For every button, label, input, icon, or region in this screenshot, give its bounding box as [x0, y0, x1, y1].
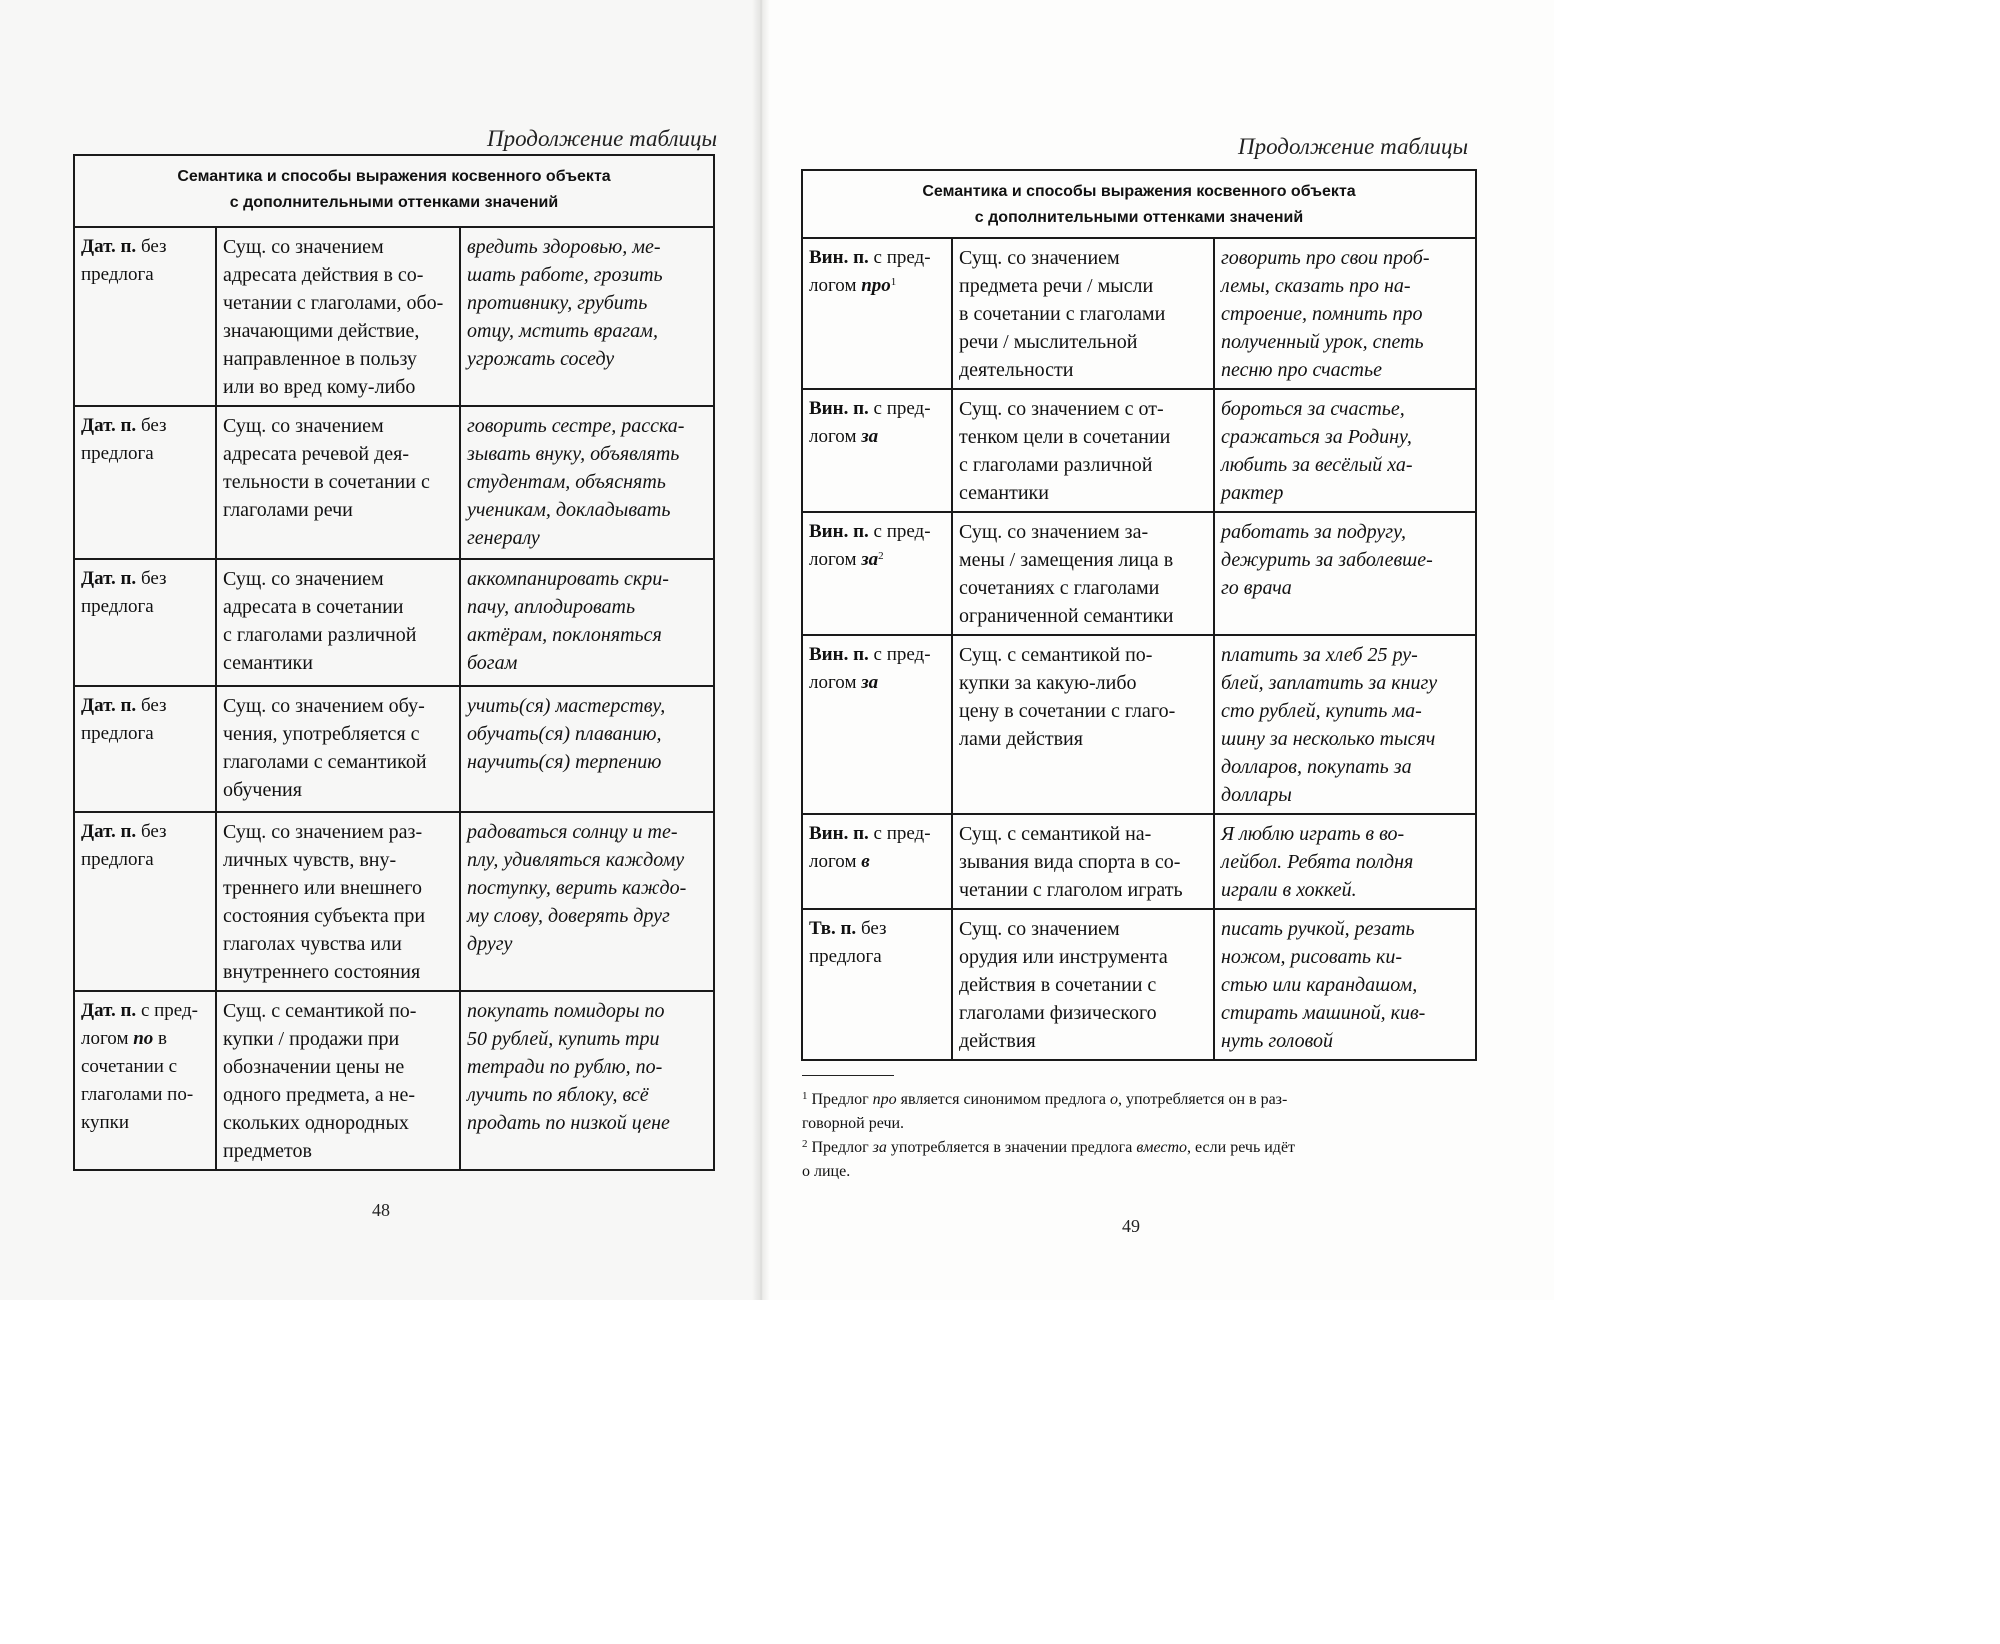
example-line: лемы, сказать про на-	[1221, 275, 1411, 297]
footnote-1	[802, 1088, 1474, 1136]
case-line	[809, 546, 945, 574]
meaning-cell	[216, 991, 460, 1170]
case-cell	[74, 559, 216, 686]
footnote-line: говорной речи.	[802, 1115, 905, 1132]
meaning-cell	[952, 909, 1214, 1060]
semantics-table-left	[73, 154, 715, 1171]
examples-cell	[460, 812, 714, 991]
example-line: бороться за счастье,	[1221, 398, 1405, 420]
case-text: предлога	[809, 946, 882, 967]
case-text: без	[136, 821, 167, 842]
meaning-line: действия в сочетании с	[959, 974, 1157, 996]
meaning-line: глаголами с семантикой	[223, 751, 427, 773]
meaning-cell	[952, 512, 1214, 635]
case-line	[809, 943, 945, 971]
example-line: продать по низкой цене	[467, 1112, 670, 1134]
example-line: полученный урок, спеть	[1221, 331, 1424, 353]
case-line	[81, 593, 209, 621]
meaning-line: адресата речевой дея-	[223, 443, 410, 465]
example-line: го врача	[1221, 577, 1292, 599]
table-row	[802, 238, 1476, 389]
case-text: логом	[809, 851, 862, 872]
example-line: научить(ся) терпению	[467, 751, 662, 773]
table-header-line-1: Семантика и способы выражения косвенного объекта	[922, 183, 1356, 200]
case-text: без	[136, 695, 167, 716]
example-line: другу	[467, 933, 513, 955]
footnote-ref: 1	[890, 276, 897, 288]
meaning-line: тенком цели в сочетании	[959, 426, 1171, 448]
example-line: сражаться за Родину,	[1221, 426, 1412, 448]
case-line	[81, 692, 209, 720]
meaning-line: Сущ. с семантикой на-	[959, 823, 1152, 845]
meaning-line: семантики	[223, 652, 313, 674]
example-line: 50 рублей, купить три	[467, 1028, 660, 1050]
case-text: с пред-	[868, 398, 931, 419]
example-line: нуть головой	[1221, 1030, 1334, 1052]
footnote-text: , если речь идёт	[1187, 1139, 1296, 1156]
example-line: тетради по рублю, по-	[467, 1056, 663, 1078]
case-name: Вин. п.	[809, 398, 869, 419]
case-line	[81, 440, 209, 468]
meaning-cell	[216, 559, 460, 686]
case-text: с пред-	[136, 1000, 198, 1021]
meaning-line: предмета речи / мысли	[959, 275, 1154, 297]
case-cell	[74, 406, 216, 559]
meaning-line: треннего или внешнего	[223, 877, 422, 899]
examples-cell	[1214, 238, 1476, 389]
case-line	[81, 997, 209, 1025]
case-cell	[74, 227, 216, 406]
running-head-right: Продолжение таблицы	[1238, 134, 1469, 159]
meaning-line: Сущ. со значением	[223, 568, 384, 590]
example-line: стью или карандашом,	[1221, 974, 1418, 996]
examples-cell	[1214, 512, 1476, 635]
case-cell	[802, 238, 952, 389]
meaning-line: действия	[959, 1030, 1036, 1052]
example-line: лейбол. Ребята полдня	[1221, 851, 1414, 873]
table-row	[802, 635, 1476, 814]
case-text: логом	[81, 1028, 134, 1049]
example-line: песню про счастье	[1221, 359, 1382, 381]
case-text: с пред-	[868, 823, 931, 844]
meaning-line: предметов	[223, 1140, 312, 1162]
meaning-line: с глаголами различной	[223, 624, 417, 646]
case-text: логом	[809, 549, 862, 570]
example-line: шать работе, грозить	[467, 264, 663, 286]
case-text: без	[136, 568, 167, 589]
examples-cell	[1214, 635, 1476, 814]
example-line: богам	[467, 652, 518, 674]
case-line	[81, 720, 209, 748]
meaning-line: четании с глаголами, обо-	[223, 292, 444, 314]
case-line	[81, 1081, 209, 1109]
page-number-left: 48	[372, 1200, 390, 1220]
example-line: строение, помнить про	[1221, 303, 1423, 325]
meaning-line: состояния субъекта при	[223, 905, 426, 927]
meaning-line: Сущ. со значением с от-	[959, 398, 1164, 420]
examples-cell	[1214, 814, 1476, 909]
footnote-text: употребляется в значении предлога	[886, 1139, 1137, 1156]
meaning-line: лами действия	[959, 728, 1083, 750]
example-line: аккомпанировать скри-	[467, 568, 669, 590]
example-line: актёрам, поклоняться	[467, 624, 662, 646]
examples-cell	[460, 686, 714, 812]
footnote-2	[802, 1136, 1474, 1184]
case-line	[81, 565, 209, 593]
case-name: Вин. п.	[809, 247, 869, 268]
case-line	[809, 244, 945, 272]
example-line: отцу, мстить врагам,	[467, 320, 658, 342]
example-line: говорить про свои проб-	[1221, 247, 1430, 269]
footnote-ref: 2	[878, 550, 884, 562]
meaning-cell	[952, 635, 1214, 814]
example-line: доллары	[1221, 784, 1292, 806]
example-line: долларов, покупать за	[1221, 756, 1412, 778]
meaning-line: орудия или инструмента	[959, 946, 1168, 968]
meaning-line: глаголами речи	[223, 499, 353, 521]
example-line: студентам, объяснять	[467, 471, 666, 493]
case-text: купки	[81, 1112, 130, 1133]
examples-cell	[1214, 909, 1476, 1060]
case-name: Дат. п.	[81, 821, 137, 842]
table-row	[802, 814, 1476, 909]
meaning-line: купки / продажи при	[223, 1028, 400, 1050]
preposition: по	[133, 1028, 154, 1049]
meaning-cell	[216, 406, 460, 559]
meaning-line: речи / мыслительной	[959, 331, 1138, 353]
meaning-cell	[952, 389, 1214, 512]
meaning-line: скольких однородных	[223, 1112, 409, 1134]
footnote-mark: 2	[802, 1138, 808, 1150]
example-line: сто рублей, купить ма-	[1221, 700, 1422, 722]
meaning-line: одного предмета, а не-	[223, 1084, 416, 1106]
footnote-text: Предлог	[807, 1091, 873, 1108]
case-line	[81, 818, 209, 846]
example-line: ножом, рисовать ки-	[1221, 946, 1403, 968]
example-line: любить за весёлый ха-	[1221, 454, 1413, 476]
example-line: угрожать соседу	[467, 348, 615, 370]
meaning-line: обозначении цены не	[223, 1056, 405, 1078]
meaning-cell	[216, 812, 460, 991]
example-line: лучить по яблоку, всё	[467, 1084, 649, 1106]
footnote-italic: о	[1109, 1091, 1118, 1108]
meaning-line: цену в сочетании с глаго-	[959, 700, 1176, 722]
footnote-italic: про	[872, 1091, 897, 1108]
case-text: глаголами по-	[81, 1084, 194, 1105]
preposition: за	[861, 426, 879, 447]
examples-cell	[460, 406, 714, 559]
case-text: с пред-	[868, 644, 931, 665]
meaning-line: адресата в сочетании	[223, 596, 404, 618]
case-text: предлога	[81, 443, 154, 464]
meaning-line: значающими действие,	[223, 320, 420, 342]
example-line: му слову, доверять друг	[467, 905, 670, 927]
meaning-line: семантики	[959, 482, 1049, 504]
example-line: платить за хлеб 25 ру-	[1221, 644, 1418, 666]
meaning-line: зывания вида спорта в со-	[959, 851, 1181, 873]
example-line: покупать помидоры по	[467, 1000, 665, 1022]
example-line: вредить здоровью, ме-	[467, 236, 661, 258]
case-cell	[74, 686, 216, 812]
preposition: про	[861, 275, 891, 296]
example-line: ученикам, докладывать	[467, 499, 671, 521]
example-line: плу, удивляться каждому	[467, 849, 685, 871]
case-line	[81, 233, 209, 261]
case-name: Вин. п.	[809, 823, 869, 844]
example-line: дежурить за заболевше-	[1221, 549, 1433, 571]
case-cell	[802, 814, 952, 909]
example-line: шину за несколько тысяч	[1221, 728, 1436, 750]
running-head-left: Продолжение таблицы	[487, 126, 718, 151]
table-row	[74, 686, 714, 812]
footnote-text: Предлог	[807, 1139, 873, 1156]
example-line: поступку, верить каждо-	[467, 877, 687, 899]
book-spine	[752, 0, 770, 1300]
meaning-line: обучения	[223, 779, 302, 801]
meaning-line: глаголах чувства или	[223, 933, 402, 955]
case-name: Дат. п.	[81, 1000, 137, 1021]
case-line	[809, 423, 945, 451]
meaning-line: Сущ. со значением	[223, 415, 384, 437]
case-line	[809, 518, 945, 546]
example-line: работать за подругу,	[1221, 521, 1406, 543]
case-cell	[802, 909, 952, 1060]
case-text: в	[153, 1028, 168, 1049]
case-text: предлога	[81, 596, 154, 617]
meaning-line: внутреннего состояния	[223, 961, 421, 983]
case-text: сочетании с	[81, 1056, 178, 1077]
case-line	[81, 412, 209, 440]
case-line	[81, 261, 209, 289]
meaning-line: купки за какую-либо	[959, 672, 1137, 694]
table-header	[802, 170, 1476, 238]
meaning-line: Сущ. со значением за-	[959, 521, 1149, 543]
table-row	[74, 991, 714, 1170]
meaning-line: чения, употребляется с	[223, 723, 420, 745]
meaning-cell	[952, 814, 1214, 909]
case-name: Дат. п.	[81, 568, 137, 589]
case-text: с пред-	[868, 521, 931, 542]
table-row	[802, 389, 1476, 512]
case-name: Вин. п.	[809, 644, 869, 665]
example-line: радоваться солнцу и те-	[467, 821, 678, 843]
case-line	[809, 272, 945, 300]
example-line: противнику, грубить	[467, 292, 648, 314]
semantics-table-right	[801, 169, 1477, 1061]
table-row	[74, 812, 714, 991]
case-name: Дат. п.	[81, 415, 137, 436]
table-header-line-1: Семантика и способы выражения косвенного объекта	[177, 168, 611, 185]
case-text: без	[856, 918, 887, 939]
example-line: генералу	[467, 527, 540, 549]
meaning-line: Сущ. со значением раз-	[223, 821, 423, 843]
example-line: пачу, аплодировать	[467, 596, 636, 618]
case-cell	[802, 635, 952, 814]
case-line	[809, 820, 945, 848]
case-name: Тв. п.	[809, 918, 857, 939]
example-line: блей, заплатить за книгу	[1221, 672, 1438, 694]
case-text: предлога	[81, 264, 154, 285]
case-name: Дат. п.	[81, 236, 137, 257]
case-text: логом	[809, 426, 862, 447]
case-cell	[802, 512, 952, 635]
example-line: учить(ся) мастерству,	[467, 695, 666, 717]
case-text: логом	[809, 275, 862, 296]
case-text: логом	[809, 672, 862, 693]
case-line	[809, 669, 945, 697]
meaning-line: мены / замещения лица в	[959, 549, 1174, 571]
example-line: Я люблю играть в во-	[1221, 823, 1405, 845]
footnote-text: , употребляется он в раз-	[1117, 1091, 1288, 1108]
examples-cell	[1214, 389, 1476, 512]
meaning-line: направленное в пользу	[223, 348, 417, 370]
case-cell	[74, 812, 216, 991]
meaning-line: четании с глаголом играть	[959, 879, 1183, 901]
example-line: обучать(ся) плаванию,	[467, 723, 662, 745]
case-text: предлога	[81, 849, 154, 870]
page-number-right: 49	[1122, 1216, 1140, 1236]
footnote-line	[802, 1088, 1474, 1112]
meaning-line: деятельности	[959, 359, 1074, 381]
example-line: зывать внуку, объявлять	[467, 443, 680, 465]
meaning-line: Сущ. со значением	[959, 247, 1120, 269]
case-name: Вин. п.	[809, 521, 869, 542]
footnote-line: о лице.	[802, 1163, 851, 1180]
example-line: стирать машиной, кив-	[1221, 1002, 1426, 1024]
meaning-line: или во вред кому-либо	[223, 376, 416, 398]
examples-cell	[460, 991, 714, 1170]
meaning-line: глаголами физического	[959, 1002, 1157, 1024]
meaning-line: ограниченной семантики	[959, 605, 1174, 627]
meaning-line: адресата действия в со-	[223, 264, 424, 286]
footnote-italic: за	[872, 1139, 887, 1156]
table-row	[802, 512, 1476, 635]
meaning-line: Сущ. со значением	[223, 236, 384, 258]
examples-cell	[460, 227, 714, 406]
case-text: без	[136, 415, 167, 436]
example-line: рактер	[1221, 482, 1284, 504]
case-line	[809, 848, 945, 876]
preposition: за	[861, 549, 879, 570]
case-cell	[74, 991, 216, 1170]
case-line	[809, 395, 945, 423]
case-line	[809, 641, 945, 669]
case-line	[81, 1109, 209, 1137]
table-row	[802, 909, 1476, 1060]
meaning-line: Сущ. с семантикой по-	[223, 1000, 417, 1022]
case-line	[81, 1053, 209, 1081]
table-header	[74, 155, 714, 227]
meaning-line: с глаголами различной	[959, 454, 1153, 476]
meaning-line: сочетаниях с глаголами	[959, 577, 1160, 599]
examples-cell	[460, 559, 714, 686]
table-row	[74, 559, 714, 686]
case-text: с пред-	[868, 247, 931, 268]
footnote-italic: вместо	[1136, 1139, 1188, 1156]
preposition: за	[861, 672, 879, 693]
table-row	[74, 227, 714, 406]
table-header-line-2: с дополнительными оттенками значений	[229, 194, 559, 211]
case-text: без	[136, 236, 167, 257]
case-line	[809, 915, 945, 943]
meaning-line: в сочетании с глаголами	[959, 303, 1166, 325]
meaning-line: личных чувств, вну-	[223, 849, 397, 871]
preposition: в	[861, 851, 870, 872]
example-line: говорить сестре, расска-	[467, 415, 685, 437]
example-line: писать ручкой, резать	[1221, 918, 1415, 940]
case-line	[81, 1025, 209, 1053]
case-text: предлога	[81, 723, 154, 744]
footnote-line	[802, 1136, 1474, 1160]
footnote-text: является синонимом предлога	[896, 1091, 1110, 1108]
meaning-line: Сущ. со значением	[959, 918, 1120, 940]
footnote-mark: 1	[802, 1090, 808, 1102]
meaning-line: тельности в сочетании с	[223, 471, 430, 493]
table-row	[74, 406, 714, 559]
case-line	[81, 846, 209, 874]
footnote-rule	[802, 1075, 894, 1076]
meaning-line: Сущ. с семантикой по-	[959, 644, 1153, 666]
table-header-line-2: с дополнительными оттенками значений	[974, 209, 1304, 226]
case-name: Дат. п.	[81, 695, 137, 716]
meaning-cell	[952, 238, 1214, 389]
meaning-cell	[216, 227, 460, 406]
example-line: играли в хоккей.	[1221, 879, 1357, 901]
case-cell	[802, 389, 952, 512]
meaning-cell	[216, 686, 460, 812]
meaning-line: Сущ. со значением обу-	[223, 695, 425, 717]
